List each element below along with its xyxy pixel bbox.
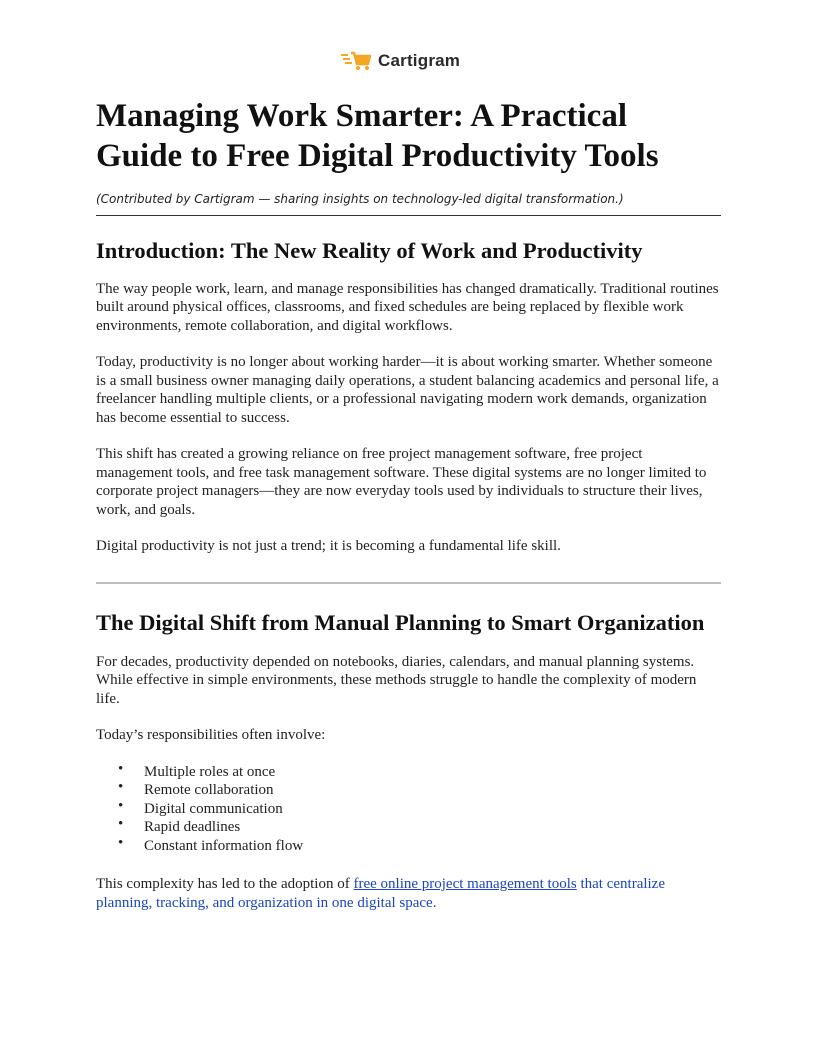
cart-icon xyxy=(340,50,372,72)
paragraph: Today’s responsibilities often involve: xyxy=(96,727,326,743)
contribution-note: (Contributed by Cartigram — sharing insights on technology-led digital transformation.) xyxy=(96,190,721,216)
list-item xyxy=(96,781,721,800)
brand-logo xyxy=(340,50,460,72)
bullet-list xyxy=(96,760,721,856)
bullet-icon: • xyxy=(118,834,124,851)
bullet-icon: • xyxy=(118,816,124,832)
paragraph: For decades, productivity depended on notebooks, diaries, calendars, and manual planning systems. While effective in simple environments, these methods struggle to handle the complexity of modern life. xyxy=(96,653,697,707)
bullet-icon: • xyxy=(118,760,124,777)
list-item-text: Constant information flow xyxy=(144,837,304,854)
paragraph: This shift has created a growing reliance on free project management software, free project management tools, and free task management software. These digital systems are no longer limited to corporate project managers—they are now everyday tools used by individuals to structure their lives, work, and goals. xyxy=(96,446,707,518)
list-item xyxy=(96,818,721,837)
paragraph: The way people work, learn, and manage responsibilities has changed dramatically. Traditional routines built around physical offices, classrooms, and fixed schedules are being replaced by flexible work environments, remote collaboration, and digital workflows. xyxy=(96,280,719,334)
section-divider xyxy=(96,582,721,584)
closing-suffix: that centralize planning, tracking, and organization in one digital space. xyxy=(96,876,665,911)
section-heading: The Digital Shift from Manual Planning to Smart Organization xyxy=(96,609,705,635)
bullet-icon: • xyxy=(118,797,124,814)
list-item-text: Rapid deadlines xyxy=(144,819,241,835)
section-heading: Introduction: The New Reality of Work and Productivity xyxy=(96,237,643,263)
list-item-text: Digital communication xyxy=(144,800,283,817)
list-item xyxy=(96,797,721,819)
list-item xyxy=(96,834,721,856)
brand-name: Cartigram xyxy=(378,51,461,70)
page-title: Managing Work Smarter: A Practical Guide to Free Digital Productivity Tools xyxy=(96,98,659,174)
closing-paragraph xyxy=(96,875,721,912)
list-item-text: Remote collaboration xyxy=(144,782,274,798)
list-item-text: Multiple roles at once xyxy=(144,763,276,780)
project-tools-link[interactable]: free online project management tools xyxy=(353,876,577,892)
paragraph: Today, productivity is no longer about working harder—it is about working smarter. Whether someone is a small business owner managing daily operations, a student balancing academics and personal life, a freelancer handling multiple clients, or a professional navigating modern work demands, organization has become essential to success. xyxy=(96,354,719,426)
article xyxy=(96,96,721,912)
bullet-icon: • xyxy=(118,779,124,795)
closing-prefix: This complexity has led to the adoption of xyxy=(96,876,354,892)
list-item xyxy=(96,760,721,782)
paragraph: Digital productivity is not just a trend; it is becoming a fundamental life skill. xyxy=(96,538,561,554)
